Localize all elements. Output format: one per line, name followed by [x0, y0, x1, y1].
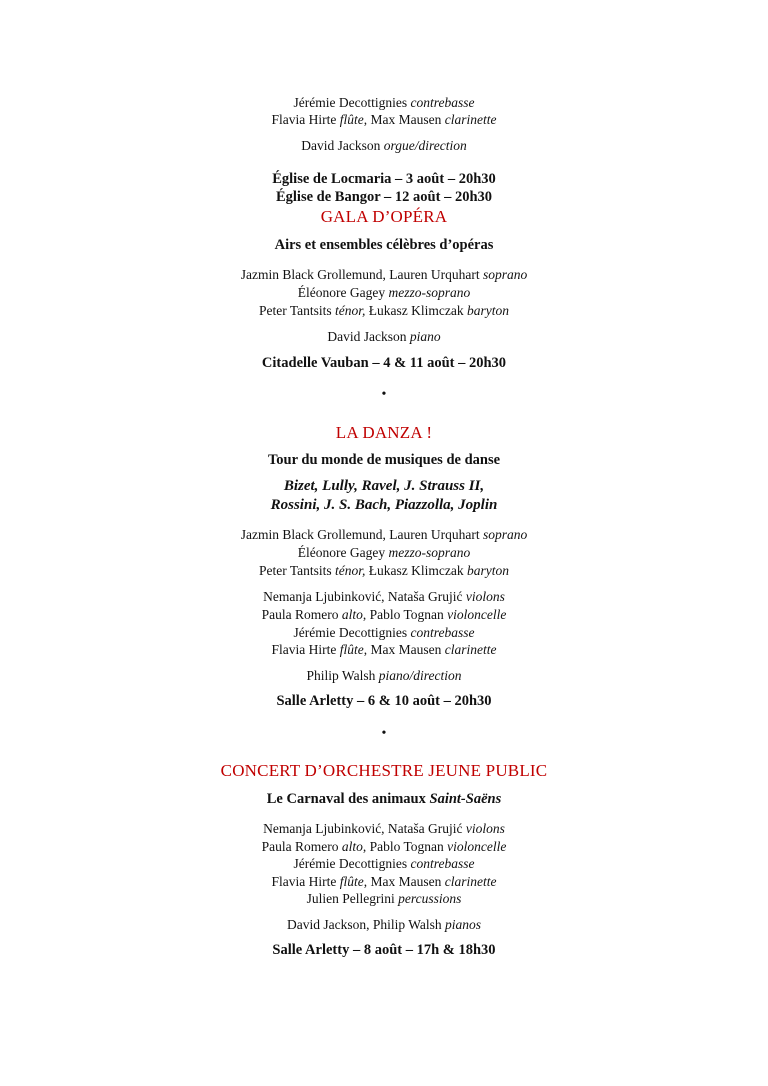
italic-fragment: mezzo-soprano [388, 545, 471, 560]
text-fragment: , Pablo Tognan [362, 607, 448, 622]
text-fragment: Philip Walsh [306, 668, 379, 683]
instrumentalist-line [0, 892, 768, 906]
direction-line [0, 669, 768, 683]
text-fragment: Éléonore Gagey [297, 545, 389, 560]
italic-fragment: flûte [339, 874, 364, 889]
separator-bullet: • [381, 726, 387, 741]
italic-fragment: orgue/direction [383, 138, 467, 153]
section-title: LA DANZA ! [335, 423, 433, 442]
text-fragment: Paula Romero [261, 607, 342, 622]
italic-fragment: flûte [339, 642, 364, 657]
italic-fragment: contrebasse [410, 95, 475, 110]
singer-line [0, 304, 768, 318]
italic-fragment: soprano [482, 527, 528, 542]
italic-fragment: violoncelle [447, 839, 507, 854]
venue-line: Église de Bangor – 12 août – 20h30 [275, 189, 493, 205]
pianists-line [0, 918, 768, 932]
pianist-line [0, 330, 768, 344]
section-subtitle: Tour du monde de musiques de danse [267, 452, 501, 468]
text-fragment: David Jackson, Philip Walsh [286, 917, 446, 932]
instrumentalist-line [0, 643, 768, 657]
instrumentalist-line [0, 626, 768, 640]
italic-fragment: alto [341, 607, 363, 622]
singer-line [0, 286, 768, 300]
text-fragment: Flavia Hirte [271, 112, 340, 127]
italic-fragment: soprano [482, 267, 528, 282]
italic-fragment: violons [465, 821, 505, 836]
venue-line: Salle Arletty – 8 août – 17h & 18h30 [272, 942, 496, 958]
text-fragment: , Max Mausen [363, 874, 445, 889]
italic-fragment: percussions [398, 891, 462, 906]
text-fragment: Éléonore Gagey [297, 285, 389, 300]
italic-fragment: mezzo-soprano [388, 285, 471, 300]
text-fragment: , Max Mausen [363, 642, 445, 657]
italic-fragment: piano [409, 329, 441, 344]
italic-fragment: contrebasse [410, 625, 475, 640]
text-fragment: Jérémie Decottignies [293, 95, 411, 110]
instrumentalist-line [0, 875, 768, 889]
text-fragment: , Max Mausen [363, 112, 445, 127]
italic-fragment: violons [465, 589, 505, 604]
instrumentalist-line [0, 822, 768, 836]
italic-fragment: baryton [467, 563, 510, 578]
italic-fragment: clarinette [444, 874, 497, 889]
text-fragment: Flavia Hirte [271, 874, 340, 889]
italic-fragment: flûte [339, 112, 364, 127]
italic-fragment: pianos [445, 917, 482, 932]
text-fragment: Nemanja Ljubinković, Nataša Grujić [263, 589, 466, 604]
composers-line: Bizet, Lully, Ravel, J. Strauss II, [283, 478, 485, 494]
text-fragment: Łukasz Klimczak [365, 563, 468, 578]
text-fragment: Jazmin Black Grollemund, Lauren Urquhart [240, 527, 483, 542]
separator-bullet: • [381, 387, 387, 402]
text-fragment: David Jackson [301, 138, 384, 153]
italic-fragment: clarinette [444, 642, 497, 657]
section-title: GALA D’OPÉRA [320, 207, 448, 226]
singer-line [0, 268, 768, 282]
text-fragment: Peter Tantsits [258, 563, 336, 578]
text-fragment: Jérémie Decottignies [293, 625, 411, 640]
text-fragment: Le Carnaval des animaux [266, 791, 430, 807]
text-fragment: Peter Tantsits [258, 303, 336, 318]
italic-fragment: piano/direction [378, 668, 462, 683]
text-fragment: Jérémie Decottignies [293, 856, 411, 871]
direction-line [0, 139, 768, 153]
text-fragment: Paula Romero [261, 839, 342, 854]
instrumentalist-line [0, 608, 768, 622]
instrumentalist-line [0, 840, 768, 854]
text-fragment: David Jackson [327, 329, 410, 344]
singer-line [0, 528, 768, 542]
text-fragment: , Pablo Tognan [362, 839, 448, 854]
text-fragment: Jazmin Black Grollemund, Lauren Urquhart [240, 267, 483, 282]
section-title: CONCERT D’ORCHESTRE JEUNE PUBLIC [220, 761, 548, 780]
singer-line [0, 546, 768, 560]
instrumentalist-line [0, 590, 768, 604]
italic-fragment: clarinette [444, 112, 497, 127]
italic-fragment: violoncelle [447, 607, 507, 622]
performer-line [0, 113, 768, 127]
section-subtitle [0, 792, 768, 807]
text-fragment: Łukasz Klimczak [365, 303, 468, 318]
section-subtitle: Airs et ensembles célèbres d’opéras [274, 237, 494, 253]
italic-fragment: contrebasse [410, 856, 475, 871]
venue-line: Citadelle Vauban – 4 & 11 août – 20h30 [261, 355, 507, 371]
italic-fragment: alto [341, 839, 363, 854]
composers-line: Rossini, J. S. Bach, Piazzolla, Joplin [270, 497, 498, 513]
singer-line [0, 564, 768, 578]
venue-line: Église de Locmaria – 3 août – 20h30 [272, 171, 496, 187]
performer-line [0, 96, 768, 110]
instrumentalist-line [0, 857, 768, 871]
italic-fragment: ténor, [335, 303, 366, 318]
italic-fragment: baryton [467, 303, 510, 318]
venue-line: Salle Arletty – 6 & 10 août – 20h30 [276, 693, 492, 709]
text-fragment: Flavia Hirte [271, 642, 340, 657]
italic-fragment: Saint-Saëns [429, 791, 502, 807]
text-fragment: Julien Pellegrini [306, 891, 399, 906]
text-fragment: Nemanja Ljubinković, Nataša Grujić [263, 821, 466, 836]
italic-fragment: ténor, [335, 563, 366, 578]
